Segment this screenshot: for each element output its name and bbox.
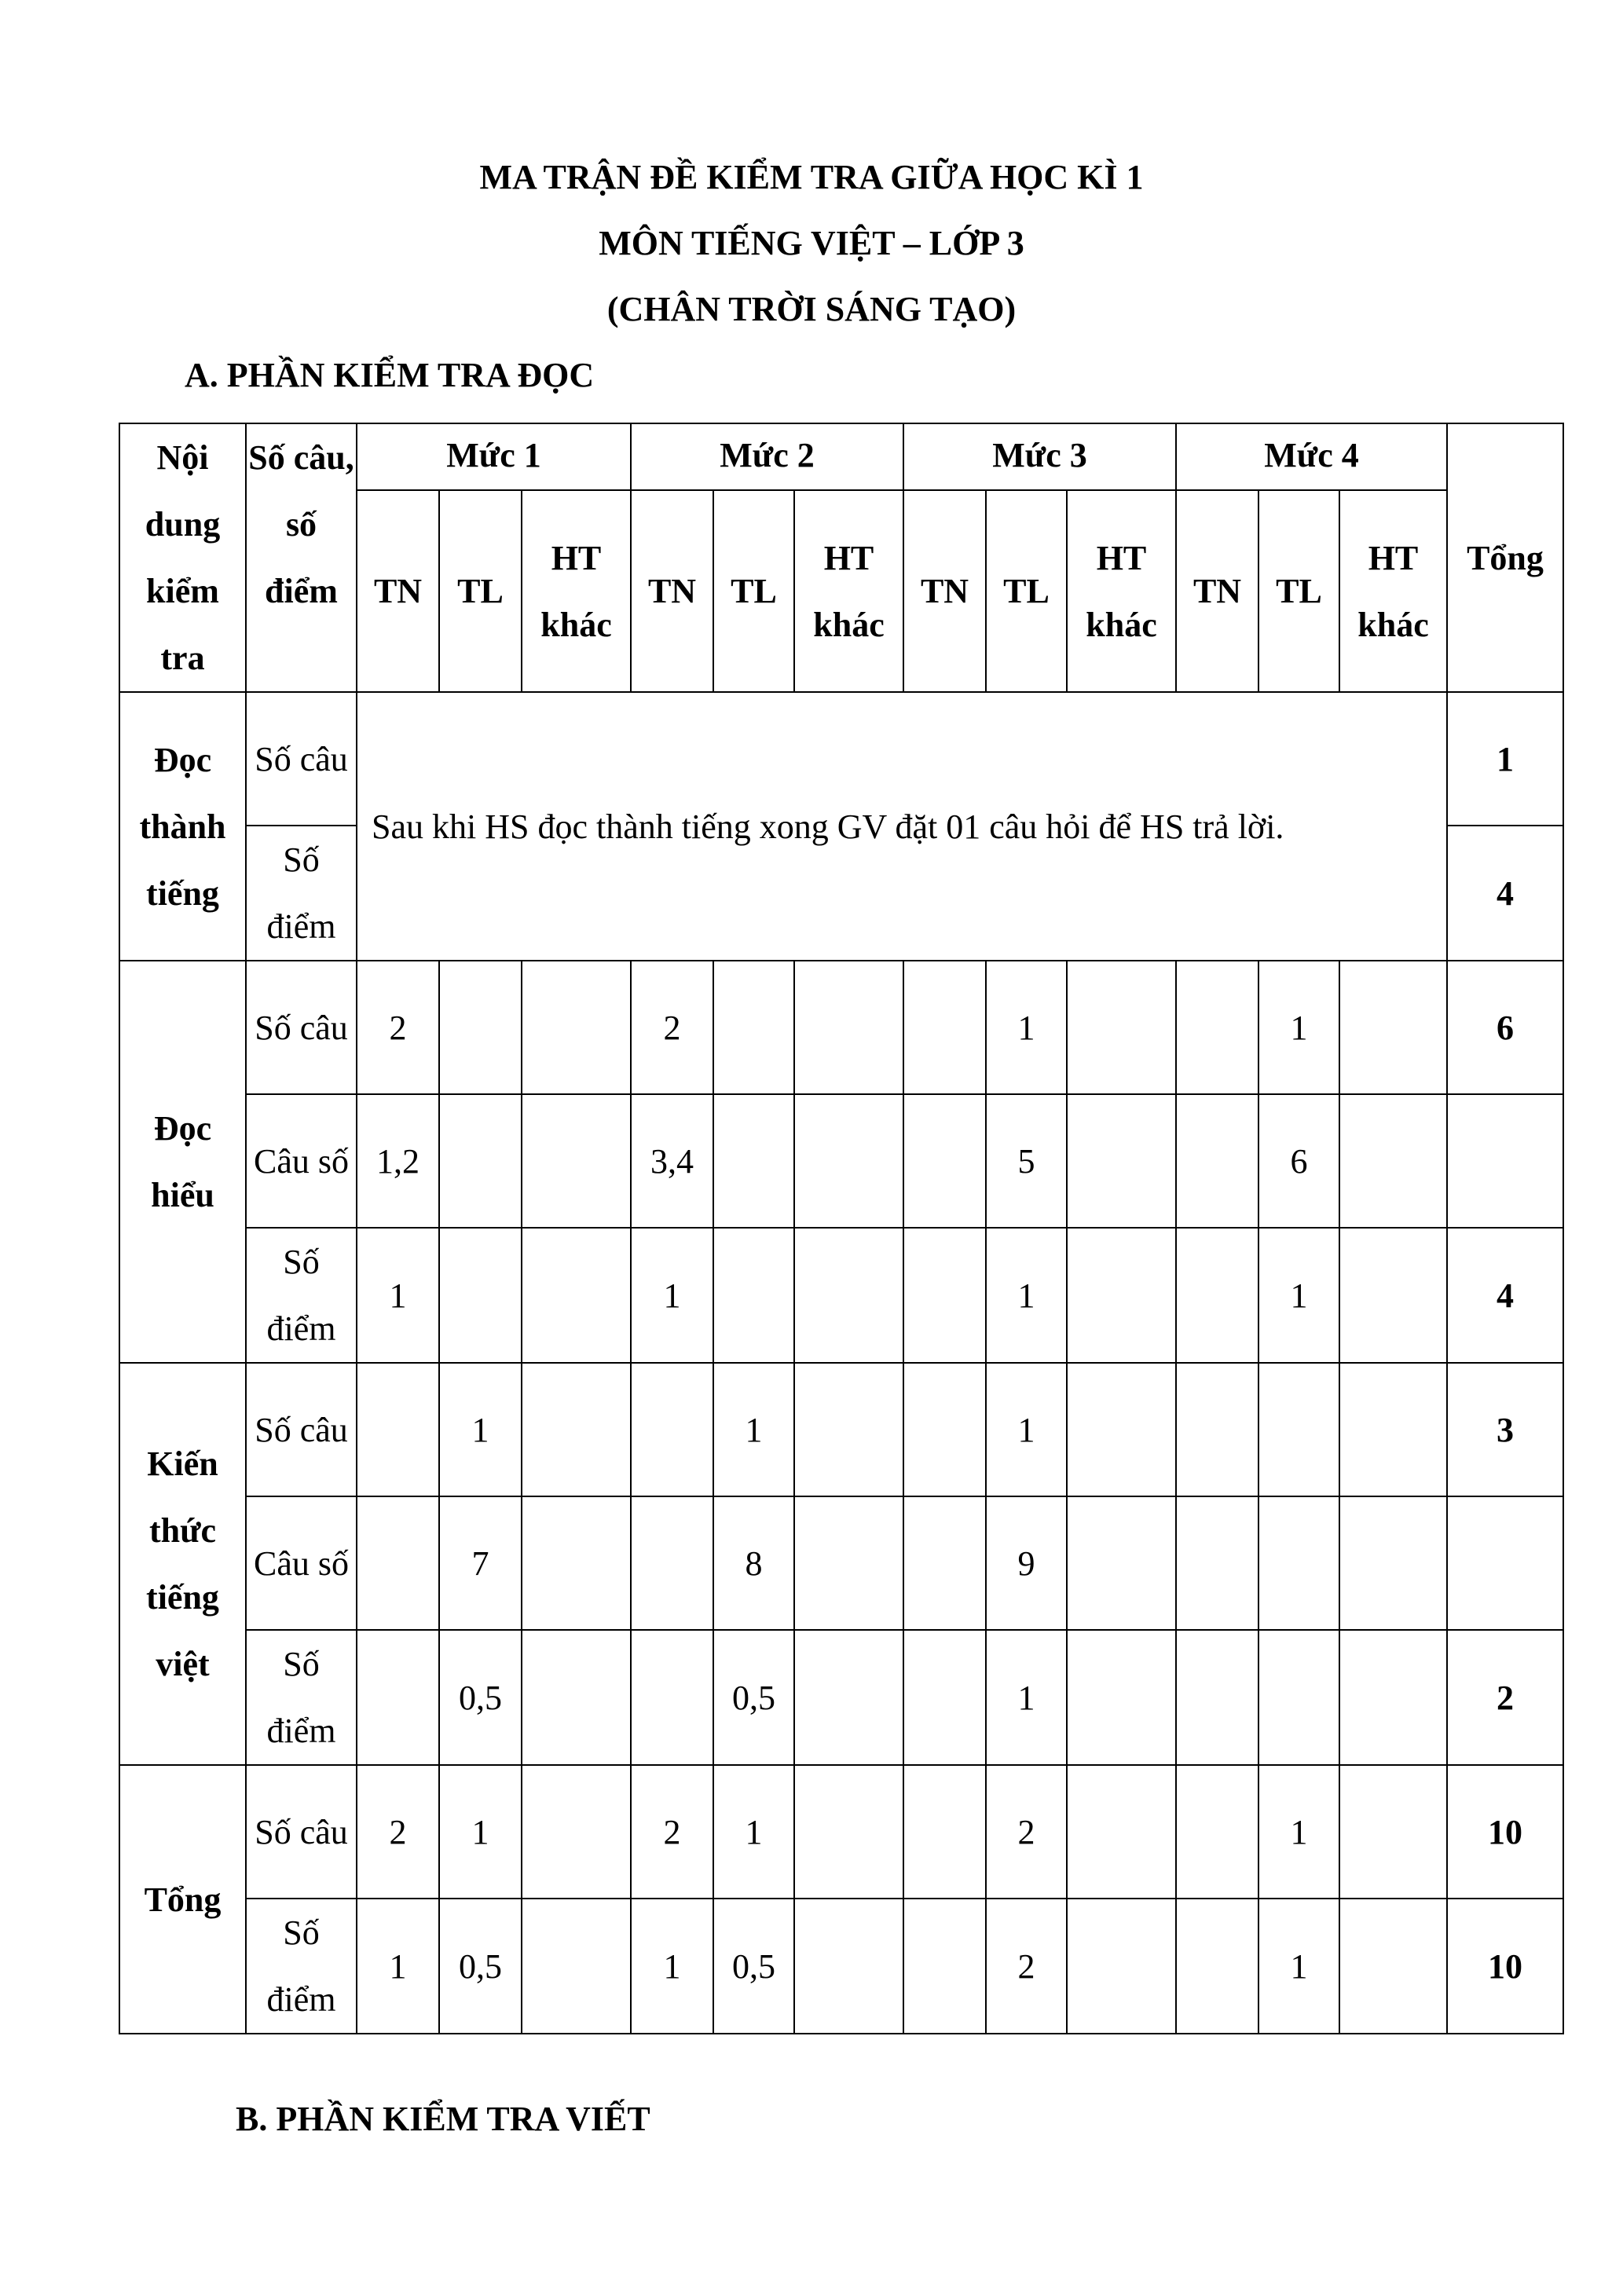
data-cell: 5 <box>986 1094 1067 1228</box>
data-cell <box>794 961 903 1094</box>
data-cell <box>357 1363 439 1496</box>
row-type-label: Số điểm <box>246 1630 357 1765</box>
header-sub-tn: TN <box>357 490 439 692</box>
data-cell: 1 <box>357 1228 439 1363</box>
data-cell <box>631 1363 713 1496</box>
data-cell <box>903 1765 986 1899</box>
row-type-label: Câu số <box>246 1496 357 1630</box>
data-cell: 1 <box>1258 1899 1339 2034</box>
data-cell <box>439 1228 522 1363</box>
data-cell: 1 <box>631 1899 713 2034</box>
row-type-label: Câu số <box>246 1094 357 1228</box>
note-cell: Sau khi HS đọc thành tiếng xong GV đặt 01 câu hỏi để HS trả lời. <box>357 692 1447 961</box>
data-cell <box>1176 1496 1258 1630</box>
data-cell: 6 <box>1258 1094 1339 1228</box>
data-cell <box>1339 1228 1447 1363</box>
header-sub-tn: TN <box>1176 490 1258 692</box>
section-a-heading: A. PHẦN KIỂM TRA ĐỌC <box>185 356 595 394</box>
header-sub-tn: TN <box>631 490 713 692</box>
header-sub-tl: TL <box>986 490 1067 692</box>
data-cell <box>439 961 522 1094</box>
data-cell: 9 <box>986 1496 1067 1630</box>
data-cell <box>357 1496 439 1630</box>
row-group-label: Tổng <box>119 1765 246 2034</box>
section-b-heading: B. PHẦN KIỂM TRA VIẾT <box>236 2100 650 2138</box>
header-tong: Tổng <box>1447 423 1563 692</box>
row-type-label: Số điểm <box>246 826 357 961</box>
data-cell: 2 <box>357 961 439 1094</box>
data-cell <box>903 1496 986 1630</box>
row-group-label: Đọc thành tiếng <box>119 692 246 961</box>
header-sub-tl: TL <box>439 490 522 692</box>
data-cell: 1 <box>986 1630 1067 1765</box>
table-row <box>119 1094 1563 1228</box>
data-cell: 7 <box>439 1496 522 1630</box>
data-cell <box>1176 1363 1258 1496</box>
data-cell <box>1067 961 1176 1094</box>
data-cell <box>794 1363 903 1496</box>
data-cell: 1 <box>986 961 1067 1094</box>
data-cell <box>713 1228 794 1363</box>
data-cell: 1 <box>439 1765 522 1899</box>
table-row <box>119 692 1563 826</box>
table-row <box>119 1630 1563 1765</box>
matrix-table <box>119 423 1564 2034</box>
data-cell: 0,5 <box>439 1899 522 2034</box>
data-cell <box>1258 1630 1339 1765</box>
data-cell <box>522 1765 631 1899</box>
row-group-label: Kiến thức tiếng việt <box>119 1363 246 1765</box>
data-cell: 2 <box>986 1899 1067 2034</box>
row-type-label: Số điểm <box>246 1899 357 2034</box>
data-cell <box>1258 1496 1339 1630</box>
header-level: Mức 2 <box>631 423 903 490</box>
total-cell <box>1447 1094 1563 1228</box>
data-cell: 1 <box>1258 1228 1339 1363</box>
header-level: Mức 4 <box>1176 423 1447 490</box>
data-cell <box>522 1363 631 1496</box>
data-cell <box>1067 1630 1176 1765</box>
data-cell: 1 <box>1258 1765 1339 1899</box>
data-cell <box>1339 1363 1447 1496</box>
data-cell <box>522 1094 631 1228</box>
data-cell <box>522 1630 631 1765</box>
data-cell: 2 <box>357 1765 439 1899</box>
total-cell <box>1447 1496 1563 1630</box>
data-cell <box>903 961 986 1094</box>
table-row <box>119 1765 1563 1899</box>
data-cell <box>903 1094 986 1228</box>
header-level: Mức 1 <box>357 423 631 490</box>
data-cell <box>522 1899 631 2034</box>
data-cell <box>1176 1899 1258 2034</box>
data-cell <box>1339 1496 1447 1630</box>
data-cell <box>794 1899 903 2034</box>
total-cell: 4 <box>1447 826 1563 961</box>
data-cell: 1 <box>631 1228 713 1363</box>
table-row <box>119 1496 1563 1630</box>
data-cell <box>1067 1363 1176 1496</box>
row-type-label: Số câu <box>246 692 357 826</box>
data-cell: 1 <box>986 1363 1067 1496</box>
total-cell: 10 <box>1447 1899 1563 2034</box>
data-cell: 8 <box>713 1496 794 1630</box>
data-cell <box>794 1630 903 1765</box>
header-level: Mức 3 <box>903 423 1176 490</box>
header-sub-ht-khác: HT khác <box>1067 490 1176 692</box>
data-cell <box>1176 1630 1258 1765</box>
data-cell: 1 <box>713 1765 794 1899</box>
header-sub-ht-khác: HT khác <box>522 490 631 692</box>
data-cell <box>357 1630 439 1765</box>
data-cell: 1,2 <box>357 1094 439 1228</box>
row-type-label: Số điểm <box>246 1228 357 1363</box>
data-cell <box>631 1630 713 1765</box>
data-cell <box>1067 1765 1176 1899</box>
data-cell <box>1339 1094 1447 1228</box>
data-cell <box>1339 1630 1447 1765</box>
data-cell <box>903 1899 986 2034</box>
data-cell <box>794 1094 903 1228</box>
header-sub-ht-khác: HT khác <box>794 490 903 692</box>
data-cell <box>1258 1363 1339 1496</box>
data-cell: 1 <box>357 1899 439 2034</box>
data-cell: 2 <box>986 1765 1067 1899</box>
data-cell <box>794 1765 903 1899</box>
table-row <box>119 1899 1563 2034</box>
data-cell <box>1339 1899 1447 2034</box>
total-cell: 3 <box>1447 1363 1563 1496</box>
data-cell <box>1067 1228 1176 1363</box>
header-sub-ht-khác: HT khác <box>1339 490 1447 692</box>
table-row <box>119 1228 1563 1363</box>
data-cell <box>1067 1899 1176 2034</box>
data-cell: 3,4 <box>631 1094 713 1228</box>
data-cell: 2 <box>631 1765 713 1899</box>
data-cell <box>522 1228 631 1363</box>
data-cell <box>1339 1765 1447 1899</box>
total-cell: 2 <box>1447 1630 1563 1765</box>
row-group-label: Đọc hiểu <box>119 961 246 1363</box>
data-cell <box>439 1094 522 1228</box>
total-cell: 1 <box>1447 692 1563 826</box>
data-cell: 1 <box>439 1363 522 1496</box>
data-cell <box>522 961 631 1094</box>
header-sub-tl: TL <box>713 490 794 692</box>
total-cell: 10 <box>1447 1765 1563 1899</box>
header-sub-tn: TN <box>903 490 986 692</box>
doc-subtitle: MÔN TIẾNG VIỆT – LỚP 3 <box>599 224 1024 262</box>
data-cell: 2 <box>631 961 713 1094</box>
row-type-label: Số câu <box>246 961 357 1094</box>
data-cell <box>631 1496 713 1630</box>
header-noi-dung: Nội dung kiểm tra <box>119 423 246 692</box>
data-cell: 0,5 <box>713 1630 794 1765</box>
data-cell <box>522 1496 631 1630</box>
data-cell <box>1176 1765 1258 1899</box>
row-type-label: Số câu <box>246 1765 357 1899</box>
data-cell: 1 <box>713 1363 794 1496</box>
data-cell <box>713 1094 794 1228</box>
data-cell: 0,5 <box>439 1630 522 1765</box>
table-row <box>119 1363 1563 1496</box>
data-cell <box>1176 1094 1258 1228</box>
data-cell <box>1067 1094 1176 1228</box>
header-so-cau-so-diem: Số câu, số điểm <box>246 423 357 692</box>
data-cell <box>903 1630 986 1765</box>
table-row <box>119 961 1563 1094</box>
data-cell <box>794 1228 903 1363</box>
doc-subtitle-2: (CHÂN TRỜI SÁNG TẠO) <box>606 290 1017 328</box>
data-cell: 1 <box>986 1228 1067 1363</box>
data-cell <box>713 961 794 1094</box>
data-cell: 0,5 <box>713 1899 794 2034</box>
total-cell: 4 <box>1447 1228 1563 1363</box>
doc-title: MA TRẬN ĐỀ KIỂM TRA GIỮA HỌC KÌ 1 <box>479 158 1144 196</box>
data-cell <box>903 1228 986 1363</box>
total-cell: 6 <box>1447 961 1563 1094</box>
data-cell <box>1176 1228 1258 1363</box>
data-cell <box>794 1496 903 1630</box>
data-cell <box>1176 961 1258 1094</box>
data-cell <box>1339 961 1447 1094</box>
row-type-label: Số câu <box>246 1363 357 1496</box>
header-sub-tl: TL <box>1258 490 1339 692</box>
data-cell <box>1067 1496 1176 1630</box>
data-cell <box>903 1363 986 1496</box>
data-cell: 1 <box>1258 961 1339 1094</box>
